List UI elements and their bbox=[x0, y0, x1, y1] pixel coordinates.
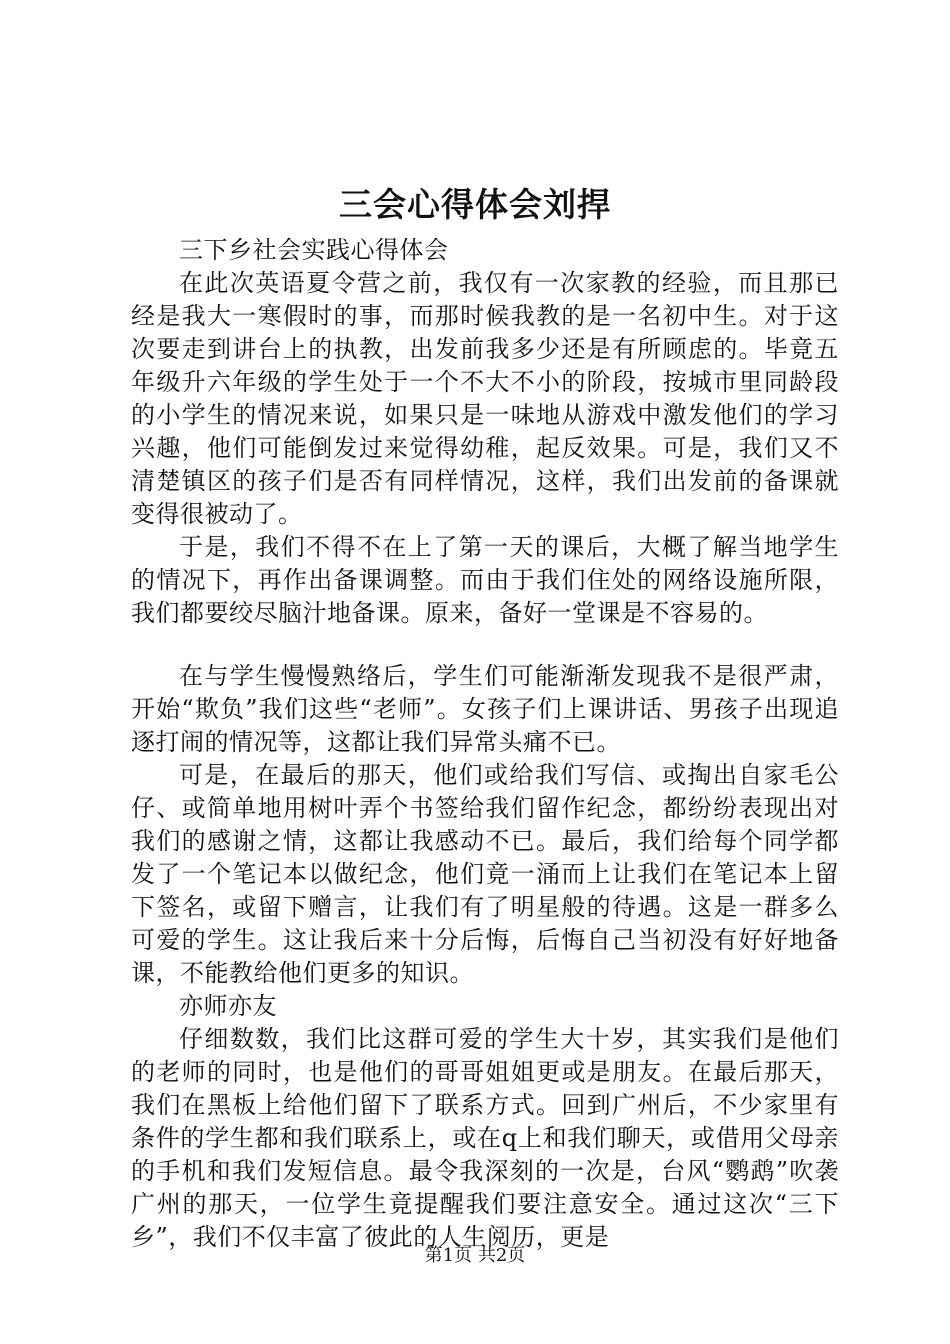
paragraph: 仔细数数，我们比这群可爱的学生大十岁，其实我们是他们的老师的同时，也是他们的哥哥姐姐更或是朋友。在最后那天，我们在黑板上给他们留下了联系方式。回到广州后，不少家里有条件的学生都和我们联系上，或在q上和我们聊天，或借用父母亲的手机和我们发短信息。最令我深刻的一次是，台风“鹦鹉”吹袭广州的那天，一位学生竟提醒我们要注意安全。通过这次“三下乡”，我们不仅丰富了彼此的人生阅历，更是 bbox=[131, 1025, 839, 1251]
section-heading: 亦师亦友 bbox=[179, 992, 277, 1020]
paragraph: 在与学生慢慢熟络后，学生们可能渐渐发现我不是很严肃，开始“欺负”我们这些“老师”。女孩子们上课讲话、男孩子出现追逐打闹的情况等，这都让我们异常头痛不已。 bbox=[131, 662, 839, 756]
section-heading: 三下乡社会实践心得体会 bbox=[179, 236, 449, 264]
paragraph: 可是，在最后的那天，他们或给我们写信、或掏出自家毛公仔、或简单地用树叶弄个书签给我们留作纪念，都纷纷表现出对我们的感谢之情，这都让我感动不已。最后，我们给每个同学都发了一个笔记本以做纪念，他们竟一涌而上让我们在笔记本上留下签名，或留下赠言，让我们有了明星般的待遇。这是一群多么可爱的学生。这让我后来十分后悔，后悔自己当初没有好好地备课，不能教给他们更多的知识。 bbox=[131, 761, 839, 987]
paragraph: 于是，我们不得不在上了第一天的课后，大概了解当地学生的情况下，再作出备课调整。而由于我们住处的网络设施所限，我们都要绞尽脑汁地备课。原来，备好一堂课是不容易的。 bbox=[131, 533, 839, 627]
page-number-footer: 第1页 共2页 bbox=[424, 1245, 526, 1266]
document-body bbox=[131, 234, 839, 1254]
document-title: 三会心得体会刘捍 bbox=[339, 185, 611, 224]
paragraph: 在此次英语夏令营之前，我仅有一次家教的经验，而且那已经是我大一寒假时的事，而那时候我教的是一名初中生。对于这次要走到讲台上的执教，出发前我多少还是有所顾虑的。毕竟五年级升六年级的学生处于一个不大不小的阶段，按城市里同龄段的小学生的情况来说，如果只是一味地从游戏中激发他们的学习兴趣，他们可能倒发过来觉得幼稚，起反效果。可是，我们又不清楚镇区的孩子们是否有同样情况，这样，我们出发前的备课就变得很被动了。 bbox=[131, 269, 839, 528]
